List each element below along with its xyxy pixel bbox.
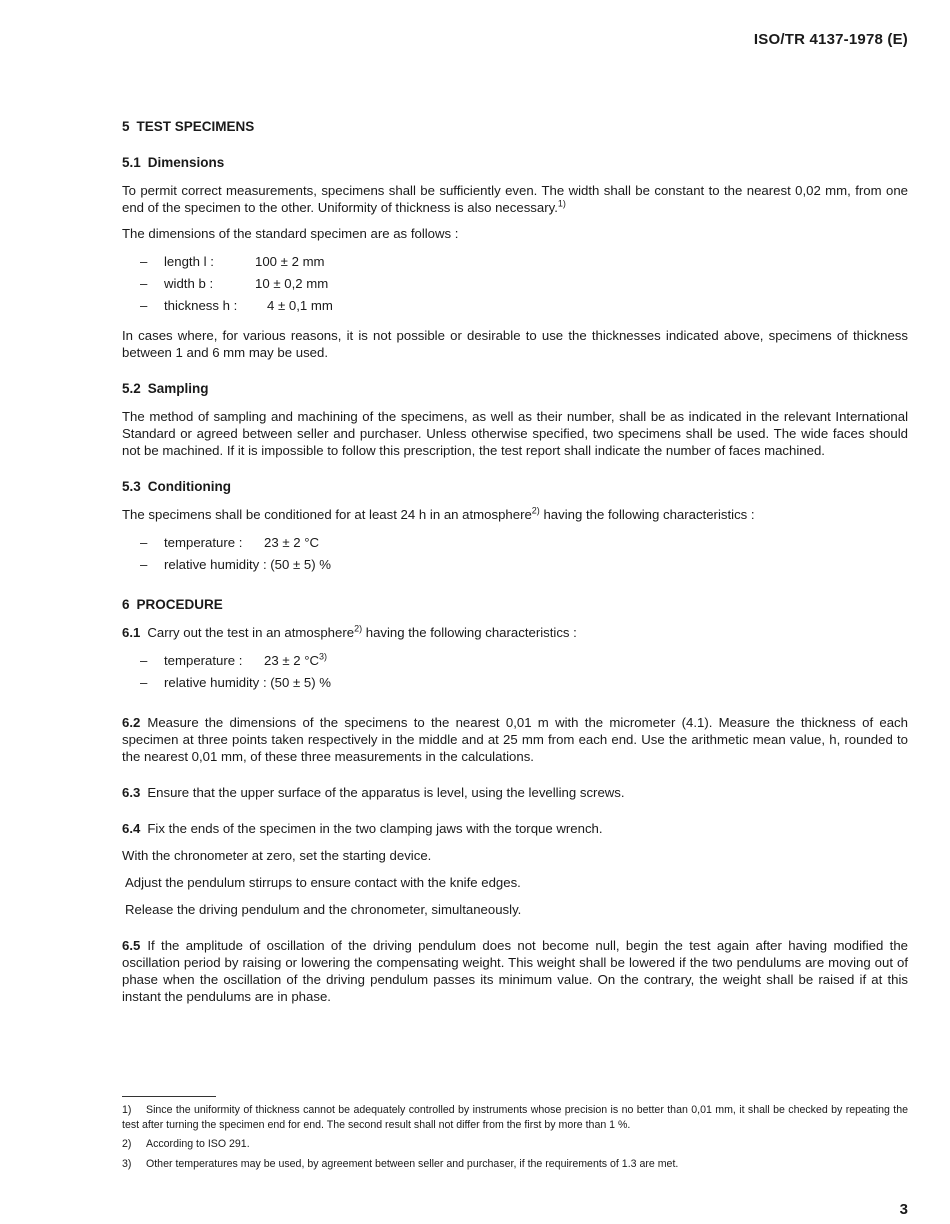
footnote: [122, 1157, 908, 1172]
document-id: ISO/TR 4137-1978 (E): [753, 31, 908, 48]
page-number: 3: [899, 1201, 908, 1218]
subsection-title: Conditioning: [147, 479, 232, 494]
dimension-list: [140, 251, 908, 317]
list-item: – temperature : 23 ± 2 °C: [140, 532, 908, 554]
paragraph: [122, 937, 908, 1005]
item-value: (50 ± 5) %: [270, 557, 332, 572]
clause-number: 6.4: [122, 821, 141, 836]
item-label: relative humidity :: [164, 557, 267, 572]
item-value: 23 ± 2 °C: [264, 653, 320, 668]
item-value: (50 ± 5) %: [270, 675, 332, 690]
item-label: temperature :: [164, 535, 243, 550]
footnote-divider: [122, 1096, 216, 1097]
paragraph-text: Fix the ends of the specimen in the two clamping jaws with the torque wrench.: [147, 821, 603, 836]
subsection-5-3-heading: [122, 478, 908, 495]
paragraph: [122, 820, 908, 837]
paragraph-text: The specimens shall be conditioned for at least 24 h in an atmosphere: [122, 507, 532, 522]
section-title: TEST SPECIMENS: [136, 119, 255, 134]
footnotes: [122, 1103, 908, 1176]
paragraph-text: Ensure that the upper surface of the apparatus is level, using the levelling screws.: [147, 785, 625, 800]
conditions-list: [140, 532, 908, 576]
clause-number: 6.2: [122, 715, 141, 730]
paragraph: [122, 506, 908, 523]
item-label: temperature :: [164, 653, 243, 668]
clause-number: 6.5: [122, 938, 141, 953]
paragraph: Adjust the pendulum stirrups to ensure contact with the knife edges.: [125, 875, 521, 890]
paragraph: The dimensions of the standard specimen are as follows :: [122, 226, 459, 241]
paragraph: The method of sampling and machining of the specimens, as well as their number, shall be as indicated in the relevant International Standard or agreed between seller and purchaser. Unless otherwise specified, two specimens shall be used. The wide faces should not be machined. If it is impossible to follow this prescription, the test report shall indicate the number of faces machined.: [122, 409, 908, 458]
footnote-mark: 1): [122, 1104, 132, 1116]
footnote-mark: 2): [122, 1138, 132, 1150]
paragraph-text: having the following characteristics :: [362, 625, 577, 640]
item-label: thickness h :: [164, 298, 238, 313]
subsection-5-2-heading: [122, 380, 908, 397]
subsection-title: Dimensions: [147, 155, 225, 170]
paragraph-text: If the amplitude of oscillation of the driving pendulum does not become null, begin the test again after having modified the oscillation period by raising or lowering the compensating weight. This weight shall be lowered if the two pendulums are moving out of phase when the oscillation of the driving pendulum passes its minimum value. On the contrary, the weight shall be raised if at this instant the pendulums are in phase.: [122, 938, 908, 1004]
footnote-ref: 2): [354, 623, 363, 634]
footnote-ref: 1): [557, 198, 566, 209]
paragraph: [122, 784, 908, 801]
list-item: – width b : 10 ± 0,2 mm: [140, 273, 908, 295]
footnote: [122, 1137, 908, 1152]
paragraph: Release the driving pendulum and the chronometer, simultaneously.: [125, 902, 522, 917]
section-5-heading: [122, 118, 908, 135]
subsection-5-1-heading: [122, 154, 908, 171]
paragraph: [122, 182, 908, 216]
item-value: 10 ± 0,2 mm: [255, 276, 329, 291]
conditions-list: [140, 650, 908, 694]
list-item: – thickness h : 4 ± 0,1 mm: [140, 295, 908, 317]
list-item: – relative humidity : (50 ± 5) %: [140, 554, 908, 576]
paragraph: In cases where, for various reasons, it is not possible or desirable to use the thicknesses indicated above, specimens of thickness between 1 and 6 mm may be used.: [122, 328, 908, 360]
paragraph: [122, 624, 908, 641]
paragraph: [122, 714, 908, 765]
subsection-number: 5.1: [122, 155, 141, 170]
list-item: – length l : 100 ± 2 mm: [140, 251, 908, 273]
footnote-text: Other temperatures may be used, by agreement between seller and purchaser, if the requirements of 1.3 are met.: [146, 1157, 679, 1170]
paragraph-text: Carry out the test in an atmosphere: [147, 625, 355, 640]
footnote-ref: 2): [531, 505, 540, 516]
subsection-title: Sampling: [147, 381, 209, 396]
list-item: – relative humidity : (50 ± 5) %: [140, 672, 908, 694]
item-label: relative humidity :: [164, 675, 267, 690]
paragraph-text: To permit correct measurements, specimens shall be sufficiently even. The width shall be constant to the nearest 0,02 mm, from one end of the specimen to the other. Uniformity of thickness is also necessary.: [122, 183, 908, 215]
item-value: 4 ± 0,1 mm: [267, 298, 333, 313]
section-number: 5: [122, 119, 130, 134]
section-title: PROCEDURE: [136, 597, 223, 612]
page-body: [122, 118, 908, 1014]
footnote-text: According to ISO 291.: [146, 1138, 250, 1150]
footnote-text: Since the uniformity of thickness cannot be adequately controlled by instruments whose precision is no better than 0,01 mm, it shall be checked by repeating the test after turning the specimen end for end. The second result shall not differ from the first by more than 1 %.: [122, 1104, 908, 1131]
item-value: 100 ± 2 mm: [255, 254, 325, 269]
item-label: length l :: [164, 254, 214, 269]
paragraph-text: having the following characteristics :: [539, 507, 755, 522]
footnote-mark: 3): [122, 1157, 132, 1170]
paragraph: With the chronometer at zero, set the starting device.: [122, 848, 432, 863]
clause-number: 6.1: [122, 625, 141, 640]
item-label: width b :: [164, 276, 214, 291]
paragraph-text: Measure the dimensions of the specimens to the nearest 0,01 m with the micrometer (4.1). Measure the thickness of each specimen at three points taken respectively in the middle and at 25 mm from each end. Use the arithmetic mean value, h, rounded to the nearest 0,01 mm, of these three measurements in the calculations.: [122, 715, 908, 764]
section-6-heading: [122, 596, 908, 613]
footnote-ref: 3): [319, 651, 328, 662]
subsection-number: 5.2: [122, 381, 141, 396]
list-item: – temperature : 23 ± 2 $^\circ C^{3)}$: [140, 650, 908, 672]
subsection-number: 5.3: [122, 479, 141, 494]
clause-number: 6.3: [122, 785, 141, 800]
item-value: 23 ± 2 °C: [264, 535, 320, 550]
section-number: 6: [122, 597, 130, 612]
footnote: [122, 1103, 908, 1132]
